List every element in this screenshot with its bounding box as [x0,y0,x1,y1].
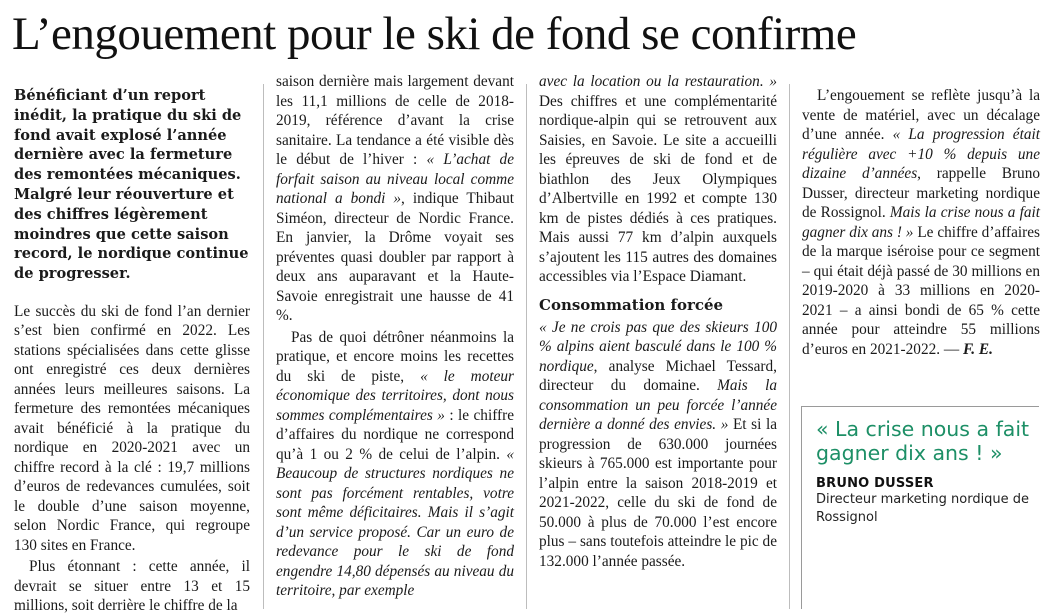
column-divider [526,84,527,609]
quote-text: « La progression était régulière avec +10 % depuis une dizaine d’années [802,126,1040,182]
quote-text: « le moteur économique des territoires, dont nous sommes complémentaires » [276,367,514,424]
author-signature: F. E. [963,340,993,358]
column-divider [263,84,264,609]
text-run: Et si la progression de 630.000 journées skieurs à 765.000 est importante pour l’alpin entre la saison 2018-2019 et 2021-2022, celle du ski de fond de 50.000 à plus de 70.000 l’est encore plus – sans toutefois atteindre le pic de 132.000 l’année passée. [539,416,777,570]
quote-text: « Beaucoup de structures nordiques ne sont pas forcément rentables, votre sont même déficitaires. Mais il s’agit d’un service proposé. Car un euro de redevance pour le ski de fond engendre 14,80 dépensés au niveau du territoire, par exemple [276,445,514,599]
text-run: , rappelle Bruno Dusser, directeur marketing nordique de Rossignol. [802,165,1041,221]
pull-quote-text: « La crise nous a fait gagner dix ans ! » [816,417,1030,465]
quote-text: Mais la consommation un peu forcée l’année dernière a donné des envies. » [539,377,777,433]
body-paragraph [276,72,514,326]
text-run: , indique Thibaut Siméon, directeur de Nordic France. En janvier, la Drôme voyait ses préventes quasi doubler par rapport à deux ans auparavant et la Haute-Savoie enregistrait une hausse de 41 %. [276,190,514,324]
quote-text: avec la location ou la restauration. » [539,73,777,90]
text-run: Pas de quoi détrôner néanmoins la pratique, et encore moins les recettes du ski de piste, [276,328,514,385]
pull-quote-box [801,406,1039,609]
pull-quote-author: BRUNO DUSSER [816,476,934,491]
body-paragraph [276,328,514,601]
headline: L’engouement pour le ski de fond se confirme [12,8,857,60]
quote-text: « Je ne crois pas que des skieurs 100 % alpins aient basculé dans le 100 % nordique [539,318,777,375]
text-run: Des chiffres et une complémentarité nordique-alpin qui se retrouvent aux Saisies, en Savoie. Le site a accueilli les épreuves de ski de fond et de biathlon des Jeux Olympiques d’Albertville en 1992 et compte 130 km de pistes dédiés à ces pratiques. Mais aussi 77 km d’alpin auxquels s’ajoutent les 115 autres des domaines accessibles via l’Espace Diamant. [539,92,777,285]
body-paragraph: Le succès du ski de fond l’an dernier s’est bien confirmé en 2022. Les stations spécialisées dans cette glisse ont enregistré ces deux dernières années leurs meilleures saisons. La fermeture des remontées mécaniques avait bénéficié à la pratique du nordique en 2020-2021 avec un chiffre record à la clé : 19,7 millions d’euros de redevances cumulées, soit le double d’une saison moyenne, selon Nordic France, qui regroupe 130 sites en France. [14,302,250,554]
text-run: , analyse Michael Tessard, directeur du domaine. [539,357,777,394]
pull-quote-role: Directeur marketing nordique de Rossignol [816,492,1030,525]
article-column-1 [14,84,250,615]
body-paragraph [539,318,777,572]
section-subhead: Consommation forcée [539,295,724,314]
text-run: Le chiffre d’affaires de la marque iséroise pour ce segment – qui était déjà passé de 30 millions en 2019-2020 à 33 millions en 2020-2021 – a ainsi bondi de 65 % cette année pour atteindre 55 millions d’euros en 2021-2022. — [802,223,1040,358]
quote-text: Mais la crise nous a fait gagner dix ans ! » [802,204,1040,241]
body-paragraph [539,72,777,287]
text-run: saison dernière mais largement devant les 11,1 millions de celle de 2018-2019, référence d’avant la crise sanitaire. La tendance a été visible dès le début de l’hiver : [276,73,514,168]
body-paragraph [802,86,1040,359]
text-run: L’engouement se reflète jusqu’à la vente de matériel, avec un décalage d’une année. [802,87,1040,143]
quote-text: « L’achat de forfait saison au niveau local comme national a bondi » [276,151,514,207]
body-paragraph: Plus étonnant : cette année, il devrait se situer entre 13 et 15 millions, soit derrière le chiffre de la [14,558,250,615]
article-column-2 [276,73,514,609]
text-run: : le chiffre d’affaires du nordique ne correspond qu’à 1 ou 2 % de celui de l’alpin. [276,406,514,463]
column-divider [789,84,790,609]
article-column-3 [539,73,777,609]
lead-paragraph: Bénéficiant d’un report inédit, la pratique du ski de fond avait explosé l’année dernière avec la fermeture des remontées mécaniques. Malgré leur réouverture et des chiffres légèrement moindres que cette saison record, le nordique continue de progresser. [14,87,249,283]
